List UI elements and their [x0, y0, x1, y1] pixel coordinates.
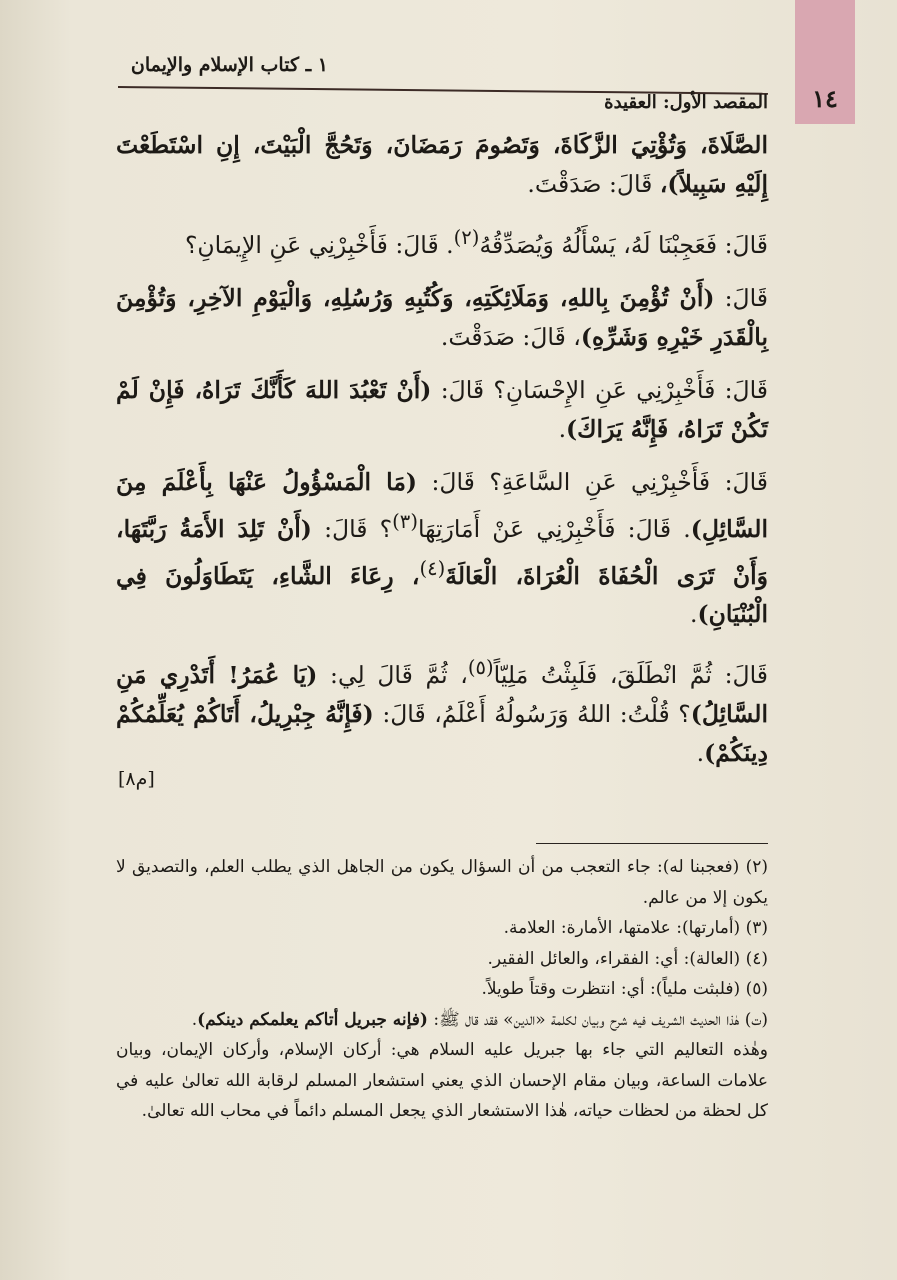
paragraph-6-text-c: ؟ قُلْتُ: اللهُ وَرَسُولُهُ أَعْلَمُ، قَالَ: [373, 700, 691, 729]
paragraph-3-text-b: ، قَالَ: صَدَقْتَ. [440, 322, 581, 351]
commentary-bold: (فإنه جبريل أتاكم يعلمكم دينكم) [197, 1009, 428, 1030]
footnote-4: (٤) (العالة): أي: الفقراء، والعائل الفقير. [487, 948, 768, 969]
commentary-text-b: . [191, 1009, 198, 1030]
commentary-text: (ت) هٰذا الحديث الشريف فيه شرح وبيان لكلمة «الدين» فقد قال ﷺ: [427, 1009, 768, 1030]
footnote-ref-5[interactable]: (٥) [467, 656, 494, 680]
paragraph-2 [116, 218, 768, 265]
paragraph-5-bold-3: ، رِعَاءَ الشَّاءِ، يَتَطَاوَلُونَ فِي الْبُنْيَانِ) [116, 561, 768, 629]
paragraph-4-text: قَالَ: فَأَخْبِرْنِي عَنِ الإِحْسَانِ؟ قَالَ: [431, 375, 768, 404]
paragraph-5-text-b: . قَالَ: فَأَخْبِرْنِي عَنْ أَمَارَتِهَا [417, 514, 691, 543]
page-number: ١٤ [812, 84, 838, 113]
paragraph-6-text-d: . [696, 739, 705, 768]
footnote-ref-3[interactable]: (٣) [392, 509, 418, 533]
paragraph-3-bold: (أَنْ تُؤْمِنَ بِاللهِ، وَمَلَائِكَتِهِ، وَكُتُبِهِ وَرُسُلِهِ، وَالْيَوْمِ الآخِرِ، وَتُؤْمِنَ بِالْقَدَرِ خَيْرِهِ وَشَرِّهِ) [116, 283, 768, 351]
footnote-ref-2[interactable]: (٢) [453, 226, 480, 249]
footnote-ref-4[interactable]: (٤) [419, 556, 446, 580]
paragraph-5-text-c: ؟ قَالَ: [311, 514, 393, 543]
paragraph-6-bold-2: (فَإِنَّهُ جِبْرِيلُ، أَتَاكُمْ يُعَلِّمُكُمْ دِينَكُمْ) [116, 700, 768, 768]
paragraph-5 [116, 463, 768, 635]
commentary-2: وهٰذه التعاليم التي جاء بها جبريل عليه السلام هي: أركان الإسلام، وأركان الإيمان، وبيان علامات الساعة، وبيان مقام الإحسان الذي يعني استشعار المسلم لرقابة الله تعالىٰ عليه في كل لحظة من لحظات حياته، هٰذا الاستشعار الذي يجعل المسلم دائماً في محاب الله تعالىٰ. [116, 1040, 768, 1121]
paragraph-3 [116, 279, 768, 357]
paragraph-1-tail: قَالَ: صَدَقْتَ. [527, 170, 660, 198]
paragraph-6-text-b: ، ثُمَّ قَالَ لِي: [317, 661, 468, 690]
paragraph-1 [116, 126, 768, 204]
paragraph-4-text-b: . [558, 414, 567, 443]
paragraph-5-text: قَالَ: فَأَخْبِرْنِي عَنِ السَّاعَةِ؟ قَالَ: [417, 467, 768, 496]
source-reference: [م٨] [118, 768, 155, 790]
paragraph-6 [116, 648, 768, 773]
footnote-separator [536, 843, 768, 844]
section-title: المقصد الأول: العقيدة [604, 92, 768, 113]
paragraph-2-text: قَالَ: فَعَجِبْنَا لَهُ، يَسْأَلُهُ وَيُصَدِّقُهُ [479, 230, 768, 259]
paragraph-6-bold-1: (يَا عُمَرُ! أَتَدْرِي مَنِ السَّائِلُ) [116, 661, 768, 729]
hadith-text [116, 126, 768, 787]
paragraph-4-bold: (أَنْ تَعْبُدَ اللهَ كَأَنَّكَ تَرَاهُ، فَإِنْ لَمْ تَكُنْ تَرَاهُ، فَإِنَّهُ يَرَاكَ) [116, 375, 768, 443]
commentary [116, 1005, 768, 1036]
footnote-2: (٢) (فعجبنا له): جاء التعجب من أن السؤال يكون من الجاهل الذي يطلب العلم، والتصديق لا يكون إلا من عالم. [116, 857, 768, 908]
footnote-3: (٣) (أمارتها): علامتها، الأمارة: العلامة. [503, 918, 768, 938]
paragraph-1-bold: الصَّلَاةَ، وَتُؤْتِيَ الزَّكَاةَ، وَتَصُومَ رَمَضَانَ، وَتَحُجَّ الْبَيْتَ، إِنِ اسْتَطَعْتَ إِلَيْهِ سَبِيلاً)، [116, 131, 768, 198]
paragraph-5-text-d: . [690, 600, 698, 629]
paragraph-5-bold-1: (مَا الْمَسْؤُولُ عَنْهَا بِأَعْلَمَ مِنَ السَّائِلِ) [116, 467, 768, 543]
chapter-title: ١ ـ كتاب الإسلام والإيمان [130, 54, 328, 76]
paragraph-5-bold-2: (أَنْ تَلِدَ الأَمَةُ رَبَّتَهَا، وَأَنْ تَرَى الْحُفَاةَ الْعُرَاةَ، الْعَالَةَ [116, 514, 768, 590]
paragraph-3-text: قَالَ: [714, 283, 768, 312]
paragraph-2-text-b: . قَالَ: فَأَخْبِرْنِي عَنِ الإِيمَانِ؟ [184, 230, 454, 259]
paragraph-6-text: قَالَ: ثُمَّ انْطَلَقَ، فَلَبِثْتُ مَلِيّاً [493, 661, 768, 690]
footnotes [116, 852, 768, 1127]
paragraph-4 [116, 371, 768, 449]
footnote-5: (٥) (فلبثت ملياً): أي: انتظرت وقتاً طويلاً. [481, 979, 768, 999]
